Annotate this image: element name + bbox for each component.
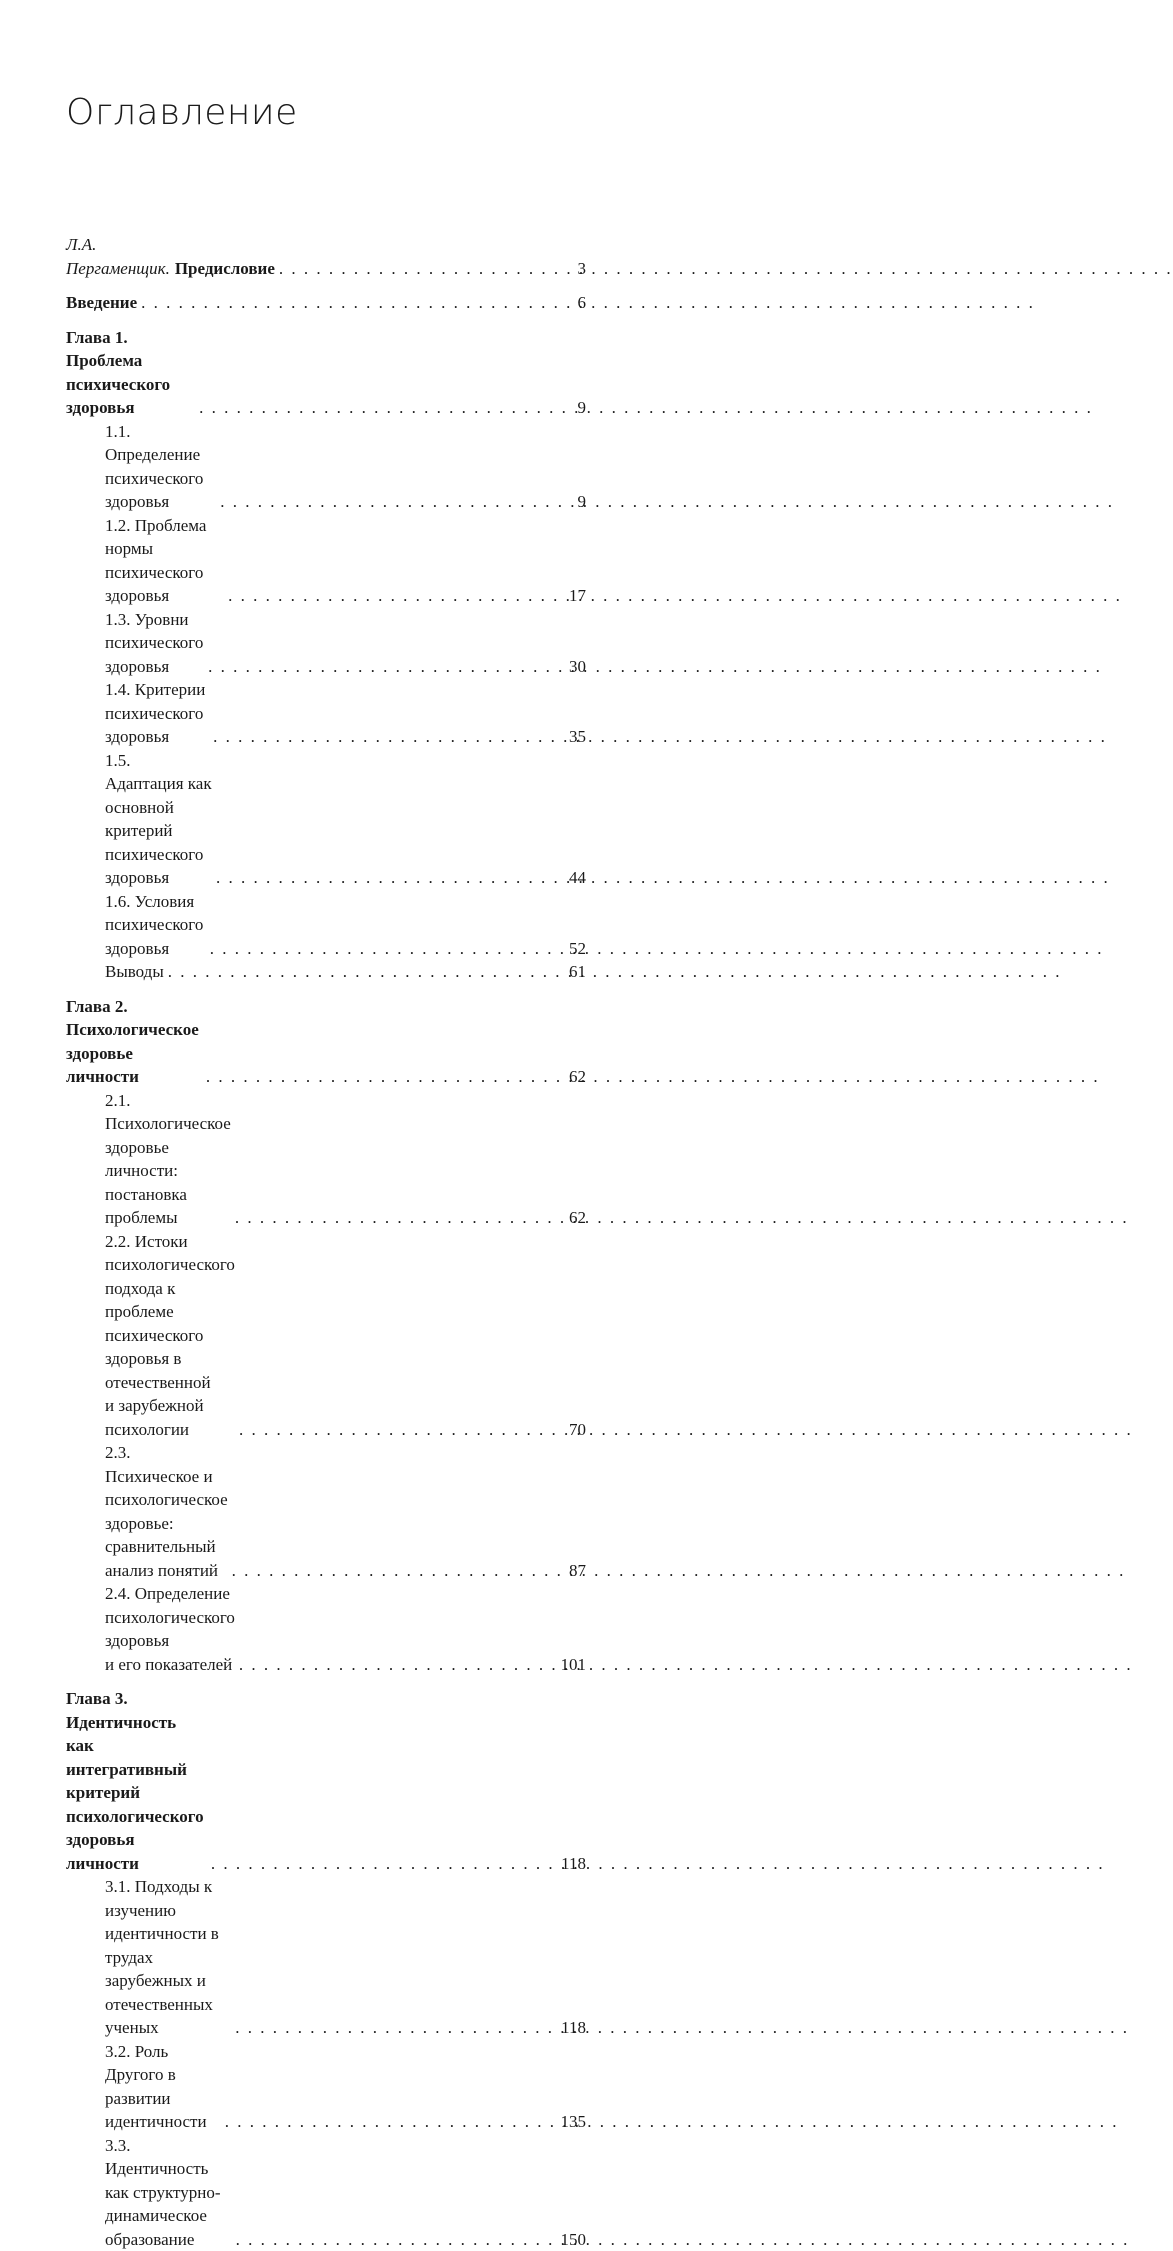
toc-entry-1-2[interactable] <box>66 514 586 608</box>
section-title: 1.1. Определение психического здоровья <box>105 420 216 514</box>
page-number: 30 <box>562 655 586 679</box>
section-title-line: 3.3. Идентичность как структурно-динамическое <box>105 2134 232 2228</box>
chapter-title-line: критерий психологического здоровья личности <box>66 1781 207 1875</box>
dot-leader <box>239 1653 555 1677</box>
chapter-1-title: Глава 1. Проблема психического здоровья <box>66 326 195 420</box>
page-number: 150 <box>561 2228 587 2251</box>
section-title-line: 1.5. Адаптация как основной критерий <box>105 749 212 843</box>
dot-leader <box>236 2228 555 2251</box>
section-title: 1.6. Условия психического здоровья <box>105 890 206 961</box>
toc-entry-1-conclusions[interactable] <box>66 960 586 984</box>
section-title: 1.4. Критерии психического здоровья <box>105 678 209 749</box>
dot-leader <box>216 866 556 890</box>
page-number: 9 <box>562 396 586 420</box>
section-title-line: и зарубежной психологии <box>105 1394 235 1441</box>
section-title <box>105 2134 232 2251</box>
page-number: 3 <box>562 257 586 281</box>
page-number: 70 <box>562 1418 586 1442</box>
dot-leader <box>199 396 556 420</box>
dot-leader <box>206 1065 556 1089</box>
page-number: 6 <box>562 291 586 315</box>
section-title: 3.2. Роль Другого в развитии идентичности <box>105 2040 221 2134</box>
page-number: 135 <box>561 2110 587 2134</box>
page-number: 62 <box>562 1206 586 1230</box>
toc-entry-1-5[interactable] <box>66 749 586 890</box>
toc-entry-2-1[interactable] <box>66 1089 586 1230</box>
dot-leader <box>168 960 556 984</box>
toc-entry-1-4[interactable] <box>66 678 586 749</box>
toc-entry-1-6[interactable] <box>66 890 586 961</box>
section-title-line: психического здоровья в отечественной <box>105 1324 235 1395</box>
section-title-line: 2.4. Определение психологического здоровья <box>105 1582 235 1653</box>
toc-entry-2-4[interactable] <box>66 1582 586 1676</box>
section-title <box>105 1089 231 1230</box>
chapter-3-title <box>66 1687 207 1875</box>
dot-leader <box>279 257 556 281</box>
page-number: 62 <box>562 1065 586 1089</box>
section-title-line: психического здоровья <box>105 843 212 890</box>
section-title-line: зарубежных и отечественных ученых <box>105 1969 231 2040</box>
toc-entry-chapter-1[interactable] <box>66 326 586 420</box>
section-title <box>105 1875 231 2040</box>
section-title-line: 2.3. Психическое и психологическое здоровье: <box>105 1441 228 1535</box>
section-title-line: образование <box>105 2228 232 2251</box>
section-title <box>105 1582 235 1676</box>
dot-leader <box>235 1206 556 1230</box>
toc-entry-3-3[interactable] <box>66 2134 586 2251</box>
toc-entry-chapter-2[interactable] <box>66 995 586 1089</box>
page-number: 44 <box>562 866 586 890</box>
dot-leader <box>235 2016 555 2040</box>
dot-leader <box>228 584 556 608</box>
toc-entry-preface[interactable] <box>66 233 586 280</box>
preface-author: Л.А. Пергаменщик. <box>66 235 170 278</box>
section-title <box>105 1230 235 1442</box>
dot-leader <box>211 1852 555 1876</box>
page-number: 17 <box>562 584 586 608</box>
page-number: 118 <box>561 2016 586 2040</box>
page-number: 9 <box>562 490 586 514</box>
chapter-title-line: Глава 3. Идентичность как интегративный <box>66 1687 207 1781</box>
section-title <box>105 1441 228 1582</box>
section-title: Выводы <box>105 960 164 984</box>
toc-entry-2-3[interactable] <box>66 1441 586 1582</box>
section-title-line: 2.2. Истоки психологического подхода к проблеме <box>105 1230 235 1324</box>
toc-entry-1-3[interactable] <box>66 608 586 679</box>
page-number: 52 <box>562 937 586 961</box>
section-title-line: постановка проблемы <box>105 1183 231 1230</box>
page-number: 118 <box>561 1852 586 1876</box>
toc-entry-2-2[interactable] <box>66 1230 586 1442</box>
toc-entry-chapter-3[interactable] <box>66 1687 586 1875</box>
page-number: 87 <box>562 1559 586 1583</box>
dot-leader <box>210 937 556 961</box>
dot-leader <box>208 655 556 679</box>
dot-leader <box>232 1559 556 1583</box>
dot-leader <box>239 1418 556 1442</box>
chapter-2-title: Глава 2. Психологическое здоровье личности <box>66 995 202 1089</box>
section-title-line: 2.1. Психологическое здоровье личности: <box>105 1089 231 1183</box>
section-title: 1.3. Уровни психического здоровья <box>105 608 204 679</box>
section-title: 1.2. Проблема нормы психического здоровья <box>105 514 224 608</box>
section-title-line: и его показателей <box>105 1653 235 1677</box>
toc-entry-1-1[interactable] <box>66 420 586 514</box>
page-number: 61 <box>562 960 586 984</box>
section-title-line: сравнительный анализ понятий <box>105 1535 228 1582</box>
dot-leader <box>141 291 556 315</box>
preface-title: Предисловие <box>175 259 275 278</box>
toc-entry-intro[interactable] <box>66 291 586 315</box>
dot-leader <box>213 725 556 749</box>
section-title <box>105 749 212 890</box>
toc-entry-3-2[interactable] <box>66 2040 586 2134</box>
toc-entry-3-1[interactable] <box>66 1875 586 2040</box>
page-title: Оглавление <box>66 92 298 133</box>
dot-leader <box>220 490 556 514</box>
intro-title: Введение <box>66 291 137 315</box>
page-number: 101 <box>561 1653 587 1677</box>
dot-leader <box>225 2110 555 2134</box>
section-title-line: 3.1. Подходы к изучению идентичности в трудах <box>105 1875 231 1969</box>
page-number: 35 <box>562 725 586 749</box>
table-of-contents <box>66 233 586 2251</box>
